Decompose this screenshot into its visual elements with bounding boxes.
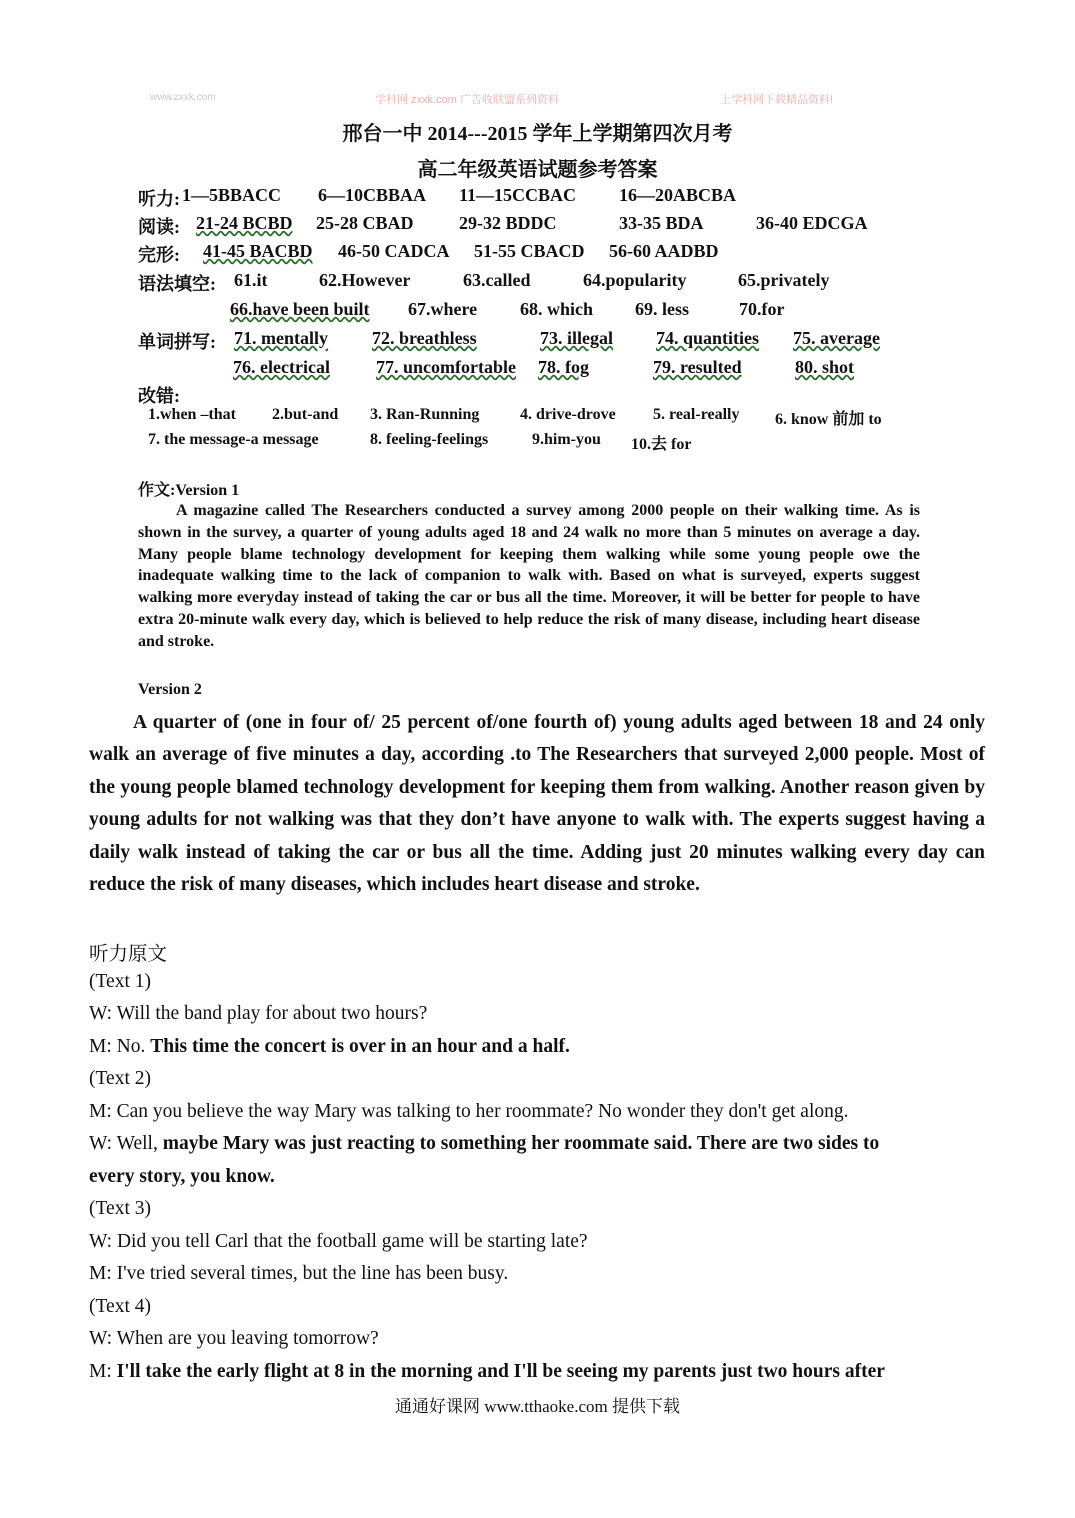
correction-row1	[148, 406, 918, 428]
correction-item: 5. real-really	[653, 406, 740, 423]
reading-group: 25-28 CBAD	[316, 213, 414, 233]
text1-woman: W: Will the band play for about two hours?	[89, 1003, 428, 1024]
spelling-item: 75. average	[793, 328, 880, 348]
text3-man: M: I've tried several times, but the line has been busy.	[89, 1263, 509, 1284]
cloze-group: 41-45 BACBD	[203, 241, 313, 261]
reading-label: 阅读:	[138, 217, 180, 237]
spelling-item: 77. uncomfortable	[376, 357, 516, 377]
cloze-group: 46-50 CADCA	[338, 241, 450, 261]
cloze-answers	[138, 241, 938, 265]
spelling-item: 71. mentally	[234, 328, 328, 348]
text2-woman	[89, 1133, 879, 1155]
reading-answers	[138, 213, 938, 237]
listening-group: 16—20ABCBA	[619, 185, 737, 205]
version1-essay: A magazine called The Researchers conducted a survey among 2000 people on their walking time. As is shown in the survey, a quarter of young adults aged 18 and 24 walk no more than 5 minutes on average a day. Many people blame technology development for keeping them walking while some young people owe the inadequate walking time to the lack of companion to walk with. Based on what is surveyed, experts suggest walking more everyday instead of taking the car or bus all the time. Moreover, it will be better for people to have extra 20-minute walk every day, which is believed to help reduce the risk of many disease, including heart disease and stroke.	[138, 502, 920, 650]
text2-man: M: Can you believe the way Mary was talking to her roommate? No wonder they don't get along.	[89, 1101, 849, 1122]
correction-item: 10.去 for	[631, 436, 692, 453]
writing-label: 作文:	[138, 482, 176, 499]
speaker-prefix: W: Well,	[89, 1133, 163, 1154]
version2-essay: A quarter of (one in four of/ 25 percent of/one fourth of) young adults aged between 18 and 24 only walk an average of five minutes a day, according .to The Researchers that surveyed 2,000 people. Most of the young people blamed technology development for keeping them from walking. Another reason given by young adults for not walking was that they don’t have anyone to walk with. The experts suggest having a daily walk instead of taking the car or bus all the time. Adding just 20 minutes walking every day can reduce the risk of many diseases, which includes heart disease and stroke.	[89, 712, 985, 896]
spelling-label: 单词拼写:	[138, 332, 216, 352]
cloze-group: 56-60 AADBD	[609, 241, 719, 261]
text3-woman: W: Did you tell Carl that the football game will be starting late?	[89, 1231, 588, 1252]
reading-group: 36-40 EDCGA	[756, 213, 868, 233]
correction-item: 8. feeling-feelings	[370, 431, 489, 448]
transcript-heading: 听力原文	[89, 944, 168, 965]
version1-label: Version 1	[175, 482, 240, 499]
grammar-label: 语法填空:	[138, 274, 216, 294]
grammar-item: 67.where	[408, 299, 478, 319]
page-title: 邢台一中 2014---2015 学年上学期第四次月考	[342, 123, 733, 145]
writing-heading	[138, 477, 239, 500]
grammar-item: 63.called	[463, 270, 531, 290]
listening-answers	[138, 185, 938, 209]
page-subtitle: 高二年级英语试题参考答案	[417, 159, 658, 181]
grammar-item: 62.However	[319, 270, 411, 290]
correction-item: 7. the message-a message	[148, 431, 319, 448]
grammar-item: 66.have been built	[230, 299, 370, 319]
grammar-answers-row2	[230, 299, 930, 323]
page-footer: 通通好课网 www.tthaoke.com 提供下载	[394, 1397, 681, 1416]
watermark-logo: www.zxxk.com	[150, 92, 216, 103]
cloze-group: 51-55 CBACD	[474, 241, 585, 261]
text4-label: (Text 4)	[89, 1296, 151, 1317]
text2-woman-cont: every story, you know.	[89, 1166, 275, 1187]
listening-label: 听力:	[138, 189, 180, 209]
grammar-item: 61.it	[234, 270, 268, 290]
spelling-item: 79. resulted	[653, 357, 742, 377]
cloze-label: 完形:	[138, 245, 180, 265]
spelling-item: 74. quantities	[656, 328, 760, 348]
listening-group: 6—10CBBAA	[318, 185, 427, 205]
grammar-answers-row1	[138, 270, 938, 294]
listening-group: 11—15CCBAC	[459, 185, 577, 205]
correction-item: 3. Ran-Running	[370, 406, 480, 423]
correction-item: 4. drive-drove	[520, 406, 616, 423]
text3-label: (Text 3)	[89, 1198, 151, 1219]
text2-label: (Text 2)	[89, 1068, 151, 1089]
spelling-item: 73. illegal	[540, 328, 613, 348]
text1-label: (Text 1)	[89, 971, 151, 992]
text4-man	[89, 1361, 885, 1383]
reading-group: 33-35 BDA	[619, 213, 704, 233]
text1-man	[89, 1036, 570, 1058]
grammar-item: 70.for	[739, 299, 785, 319]
version2-label: Version 2	[138, 681, 202, 698]
correction-item: 6. know 前加 to	[775, 411, 882, 428]
key-sentence: This time the concert is over in an hour and a half.	[150, 1036, 570, 1057]
correction-item: 2.but-and	[272, 406, 339, 423]
speaker-prefix: M:	[89, 1361, 117, 1382]
correction-row2	[148, 431, 918, 453]
correction-item: 1.when –that	[148, 406, 237, 423]
spelling-answers-row2	[233, 357, 933, 381]
grammar-item: 65.privately	[738, 270, 830, 290]
reading-group: 29-32 BDDC	[459, 213, 557, 233]
grammar-item: 68. which	[520, 299, 594, 319]
listening-group: 1—5BBACC	[182, 185, 282, 205]
spelling-answers-row1	[138, 328, 938, 352]
grammar-item: 64.popularity	[583, 270, 687, 290]
correction-label: 改错:	[138, 386, 180, 406]
spelling-item: 78. fog	[538, 357, 589, 377]
correction-item: 9.him-you	[532, 431, 601, 448]
spelling-item: 76. electrical	[233, 357, 330, 377]
grammar-item: 69. less	[635, 299, 689, 319]
key-sentence: maybe Mary was just reacting to something her roommate said. There are two sides to	[162, 1133, 880, 1154]
watermark-middle: 学科网 zxxk.com 广告收联盟系列资料	[375, 94, 559, 106]
spelling-item: 80. shot	[795, 357, 855, 377]
speaker-prefix: M: No.	[89, 1036, 151, 1057]
watermark-right: 上学科网下载精品资料!	[720, 94, 834, 106]
text4-woman: W: When are you leaving tomorrow?	[89, 1328, 379, 1349]
key-sentence: I'll take the early flight at 8 in the morning and I'll be seeing my parents just two hours after	[116, 1361, 885, 1382]
spelling-item: 72. breathless	[372, 328, 477, 348]
reading-group: 21-24 BCBD	[196, 213, 293, 233]
